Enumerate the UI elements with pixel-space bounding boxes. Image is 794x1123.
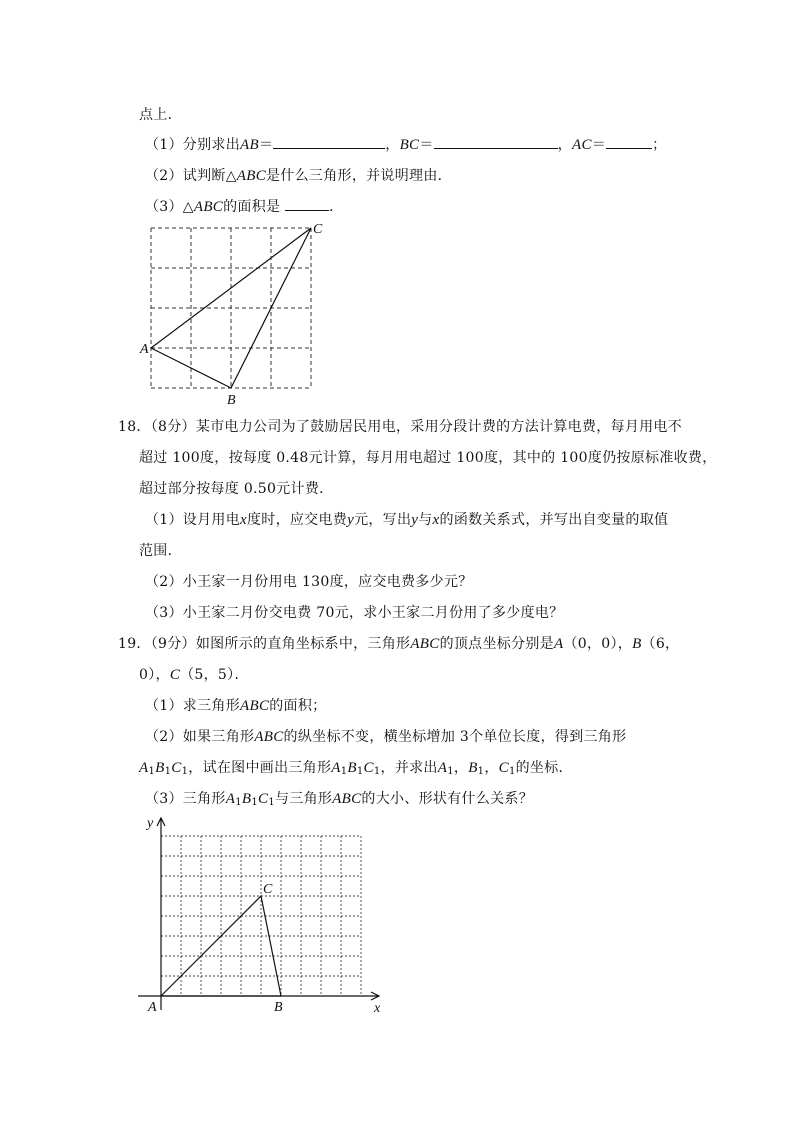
q19-part2-text: ，并求出 (380, 760, 438, 776)
q18-stem-line1: 18．（8分）某市电力公司为了鼓励居民用电，采用分段计费的方法计算电费，每月用电不 (118, 419, 683, 435)
q17-part1-prefix: （1）分别求出 (145, 137, 241, 153)
vertex-label-c: C (263, 882, 273, 897)
point-b: B (632, 636, 642, 652)
q17-part3 (145, 196, 343, 216)
q18-stem-line2: 超过 100度，按每度 0.48元计算，每月用电超过 100度，其中的 100度仍按原标准收费， (139, 450, 717, 466)
separator: ， (385, 137, 400, 153)
point-c1: C (363, 760, 374, 776)
q19-part1-text: （1）求三角形 (145, 698, 241, 714)
dashed-grid (151, 228, 311, 388)
q18-part2: （2）小王家一月份用电 130度，应交电费多少元？ (145, 574, 473, 590)
q17-part3-prefix: （3）△ (145, 199, 194, 215)
q17-continuation: 点上． (139, 107, 182, 123)
q19-part1 (145, 695, 326, 715)
point-a1: A (225, 791, 236, 807)
q19-part2 (145, 726, 626, 746)
subscript: 1 (508, 766, 516, 777)
q17-part3-text: 的面积是 (223, 199, 281, 215)
var-x: x (240, 512, 247, 528)
separator: ， (557, 137, 572, 153)
point-a1: A (437, 760, 448, 776)
point-b1: B (241, 791, 252, 807)
subscript: 1 (447, 766, 454, 777)
equals-sign: ＝ (258, 137, 274, 153)
var-x: x (432, 512, 440, 528)
point-b1: B (468, 760, 478, 776)
point-b1: B (155, 760, 165, 776)
triangle-name: ABC (236, 168, 267, 184)
q19-coordinate-figure (136, 814, 396, 1018)
q19-part3-text: （3）三角形 (145, 791, 226, 807)
coord-c: （5，5）． (180, 667, 249, 683)
vertex-label-c: C (313, 222, 323, 237)
ac-answer-blank[interactable] (606, 134, 652, 149)
coord-a: （0，0）， (563, 636, 633, 652)
triangle-name: ABC (410, 636, 440, 652)
subscript: 1 (477, 766, 485, 777)
q18-part1 (145, 509, 668, 529)
q18-part1-text: 的函数关系式，并写出自变量的取值 (439, 512, 669, 528)
dotted-grid (161, 836, 361, 996)
q19-part3 (145, 788, 533, 808)
q18-part1-cont: 范围． (139, 543, 182, 559)
point-b1: B (347, 760, 357, 776)
point-c1: C (498, 760, 509, 776)
q19-part2-cont (139, 757, 573, 777)
q18-part1-text: 元，写出 (354, 512, 412, 528)
vertex-label-a: A (140, 342, 149, 357)
subscript: 1 (340, 766, 348, 777)
q17-part2-prefix: （2）试判断△ (145, 168, 237, 184)
q19-part2-text: ，试在图中画出三角形 (188, 760, 332, 776)
point-c1: C (258, 791, 269, 807)
equals-sign: ＝ (591, 137, 607, 153)
vertex-label-b: B (227, 393, 236, 408)
point-a1: A (331, 760, 341, 776)
triangle-name: ABC (254, 729, 284, 745)
subscript: 1 (268, 797, 275, 808)
vertex-label-a: A (148, 1000, 157, 1015)
period: ． (329, 199, 344, 215)
ab-label: AB (240, 137, 259, 153)
bc-answer-blank[interactable] (434, 134, 558, 149)
ac-label: AC (571, 137, 592, 153)
q18-stem-line3: 超过部分按每度 0.50元计费． (139, 481, 334, 497)
q17-grid-figure (140, 222, 340, 408)
subscript: 1 (164, 766, 172, 777)
q19-text: 19．（9分）如图所示的直角坐标系中，三角形 (118, 636, 411, 652)
var-y: y (411, 512, 419, 528)
separator: ， (484, 760, 499, 776)
q19-stem-line2 (139, 664, 249, 684)
q19-part2-text: 的纵坐标不变，横坐标增加 3个单位长度，得到三角形 (283, 729, 627, 745)
q17-part2 (145, 165, 452, 185)
separator: ， (453, 760, 469, 776)
q18-part1-text: 度时，应交电费 (246, 512, 348, 528)
q19-part1-text: 的面积； (269, 698, 327, 714)
ab-answer-blank[interactable] (273, 134, 385, 149)
point-a: A (553, 636, 564, 652)
vertex-label-b: B (274, 1000, 283, 1015)
q19-part3-text: 的大小、形状有什么关系？ (361, 791, 534, 807)
subscript: 1 (181, 766, 189, 777)
q19-part2-text: 的坐标． (515, 760, 573, 776)
point-c: C (169, 667, 181, 683)
q17-part2-text: 是什么三角形，并说明理由． (266, 168, 452, 184)
q19-text: 的顶点坐标分别是 (439, 636, 554, 652)
q18-part1-text: 与 (418, 512, 433, 528)
q19-part2-text: （2）如果三角形 (145, 729, 255, 745)
axis-label-x: x (374, 1001, 381, 1016)
semicolon: ； (652, 137, 667, 153)
axis-label-y: y (147, 816, 154, 831)
equals-sign: ＝ (419, 137, 434, 153)
q19-part3-text: 与三角形 (274, 791, 333, 807)
coord-b: （6， (641, 636, 680, 652)
var-y: y (347, 512, 355, 528)
subscript: 1 (356, 766, 364, 777)
subscript: 1 (148, 766, 156, 777)
q19-stem-line1 (118, 633, 679, 653)
q18-part1-text: （1）设月用电 (145, 512, 241, 528)
q18-part3: （3）小王家二月份交电费 70元，求小王家二月份用了多少度电？ (145, 605, 564, 621)
bc-label: BC (399, 137, 420, 153)
subscript: 1 (373, 766, 381, 777)
coord-b-cont: 0）， (139, 667, 170, 683)
subscript: 1 (235, 797, 242, 808)
triangle-name: ABC (332, 791, 362, 807)
triangle-name: ABC (193, 199, 224, 215)
area-answer-blank[interactable] (285, 196, 329, 211)
subscript: 1 (251, 797, 258, 808)
point-c1: C (171, 760, 182, 776)
point-a1: A (139, 760, 149, 776)
triangle-name: ABC (240, 698, 270, 714)
q17-part1 (145, 134, 666, 154)
